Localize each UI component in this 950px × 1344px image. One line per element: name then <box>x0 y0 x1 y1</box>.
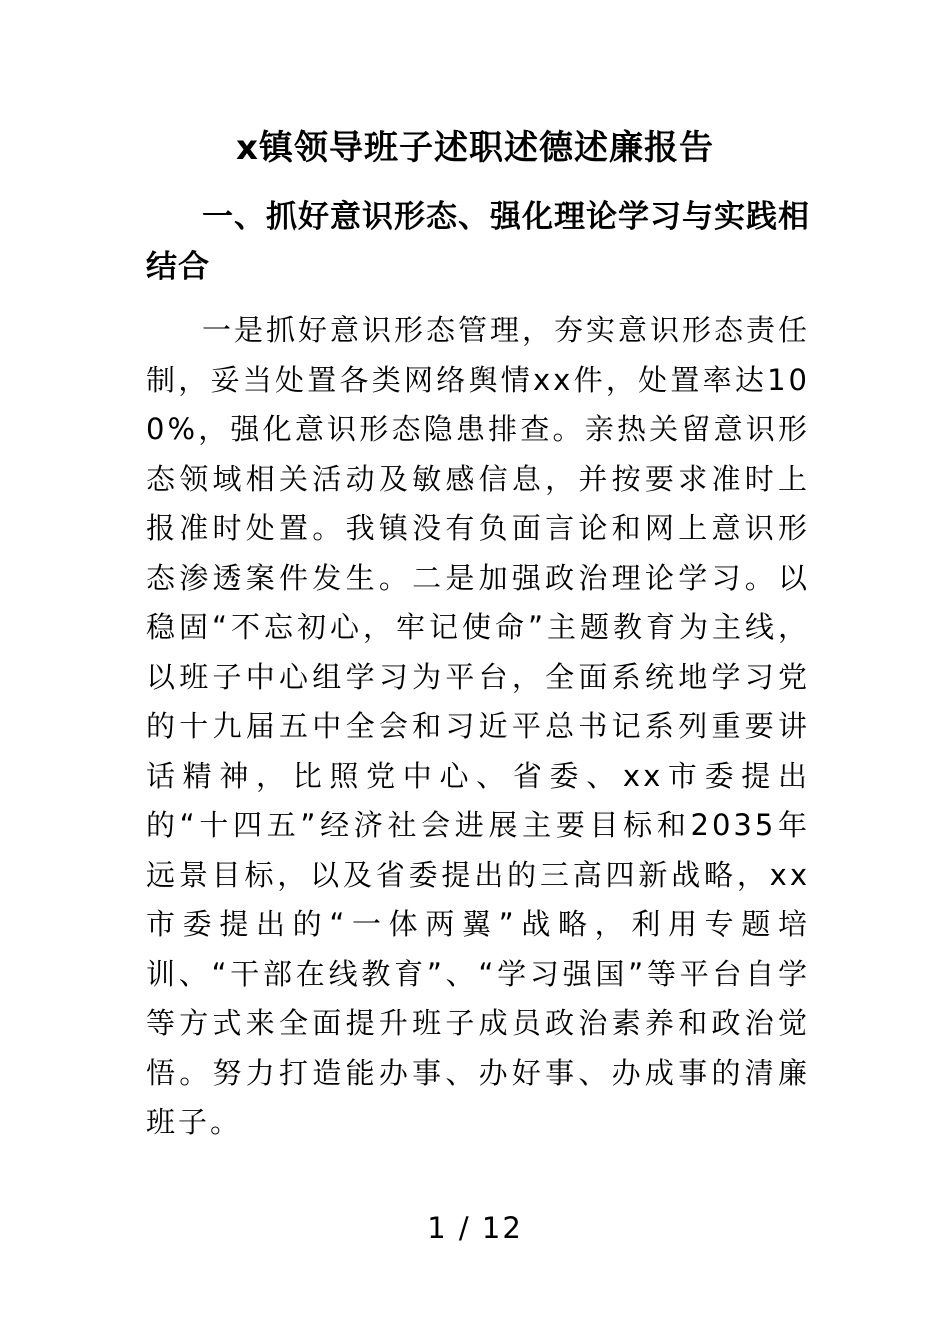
page-number: 1 / 12 <box>427 1211 523 1245</box>
section-heading: 一、抓好意识形态、强化理论学习与实践相结合 <box>146 199 810 285</box>
document-title: x镇领导班子述职述德述廉报告 <box>236 128 714 168</box>
body-paragraph: 一是抓好意识形态管理，夯实意识形态责任制，妥当处置各类网络舆情xx件，处置率达100%，强化意识形态隐患排查。亲热关留意识形态领域相关活动及敏感信息，并按要求准时上报准时处置。我镇没有负面言论和网上意识形态渗透案件发生。二是加强政治理论学习。以稳固“不忘初心，牢记使命”主题教育为主线，以班子中心组学习为平台，全面系统地学习党的十九届五中全会和习近平总书记系列重要讲话精神，比照党中心、省委、xx市委提出的“十四五”经济社会进展主要目标和2035年远景目标，以及省委提出的三高四新战略，xx市委提出的“一体两翼”战略，利用专题培训、“干部在线教育”、“学习强国”等平台自学等方式来全面提升班子成员政治素养和政治觉悟。努力打造能办事、办好事、办成事的清廉班子。 <box>146 313 811 1139</box>
